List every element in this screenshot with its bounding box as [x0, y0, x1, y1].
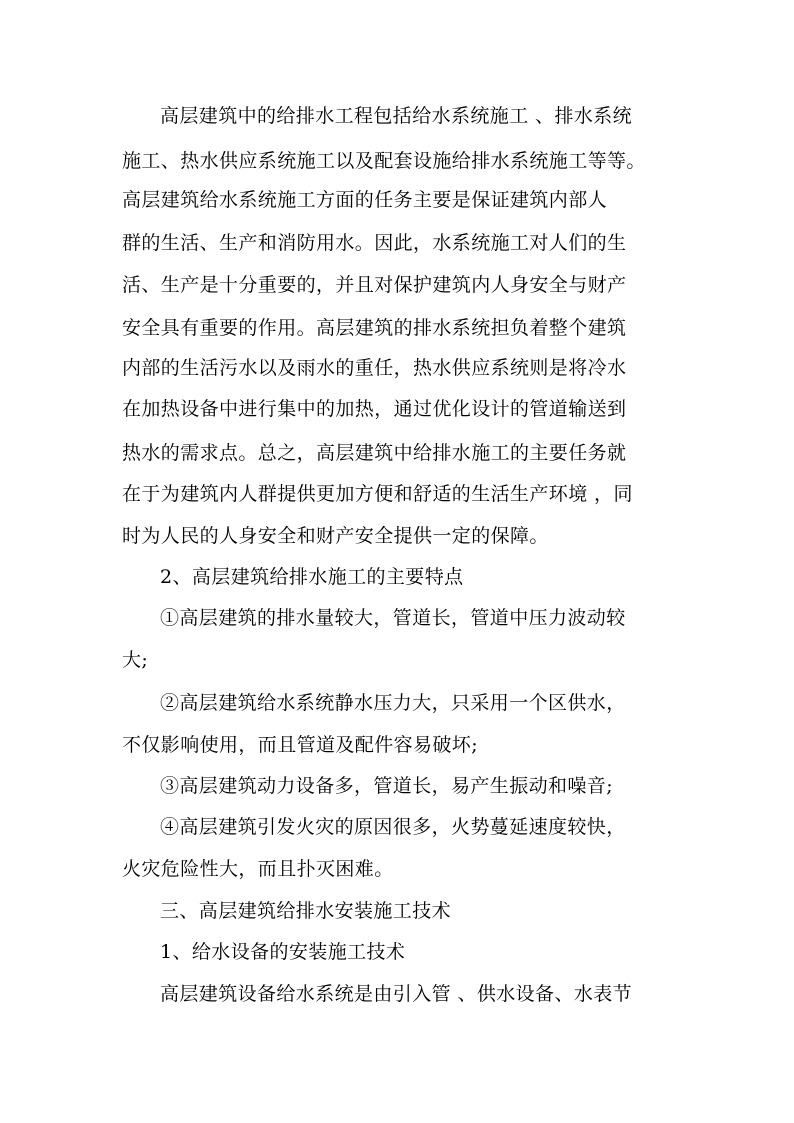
- list-item-continuation: 不仅影响使用，而且管道及配件容易破坏;: [122, 734, 479, 756]
- paragraph-line: 内部的生活污水以及雨水的重任，热水供应系统则是将冷水: [122, 357, 627, 379]
- list-item: ④高层建筑引发火灾的原因很多，火势蔓延速度较快，: [160, 816, 626, 838]
- list-item-continuation: 大;: [122, 649, 149, 671]
- list-item: ②高层建筑给水系统静水压力大，只采用一个区供水，: [160, 692, 626, 714]
- paragraph-line: 在于为建筑内人群提供更加方便和舒适的生活生产环境 ，同: [122, 483, 633, 505]
- subsection-heading: 1、给水设备的安装施工技术: [160, 941, 406, 963]
- paragraph-line: 安全具有重要的作用。高层建筑的排水系统担负着整个建筑: [122, 317, 627, 339]
- paragraph-line: 高层建筑设备给水系统是由引入管 、供水设备、水表节: [160, 983, 633, 1005]
- paragraph-line: 时为人民的人身安全和财产安全提供一定的保障。: [122, 525, 549, 547]
- paragraph-line: 热水的需求点。总之，高层建筑中给排水施工的主要任务就: [122, 442, 627, 464]
- list-item-continuation: 火灾危险性大，而且扑灭困难。: [122, 858, 394, 880]
- list-item: ③高层建筑动力设备多，管道长，易产生振动和噪音;: [160, 775, 614, 797]
- paragraph-line: 高层建筑给水系统施工方面的任务主要是保证建筑内部人: [122, 189, 608, 211]
- paragraph-line: 群的生活、生产和消防用水。因此，水系统施工对人们的生: [122, 232, 627, 254]
- list-item: ①高层建筑的排水量较大，管道长，管道中压力波动较: [160, 607, 626, 629]
- paragraph-line: 高层建筑中的给排水工程包括给水系统施工 、排水系统: [160, 105, 633, 127]
- section-heading: 三、高层建筑给排水安装施工技术: [160, 900, 452, 922]
- paragraph-line: 在加热设备中进行集中的加热，通过优化设计的管道输送到: [122, 398, 627, 420]
- paragraph-line: 施工、热水供应系统施工以及配套设施给排水系统施工等等。: [122, 150, 646, 172]
- section-heading: 2、高层建筑给排水施工的主要特点: [160, 566, 464, 588]
- paragraph-line: 活、生产是十分重要的，并且对保护建筑内人身安全与财产: [122, 274, 627, 296]
